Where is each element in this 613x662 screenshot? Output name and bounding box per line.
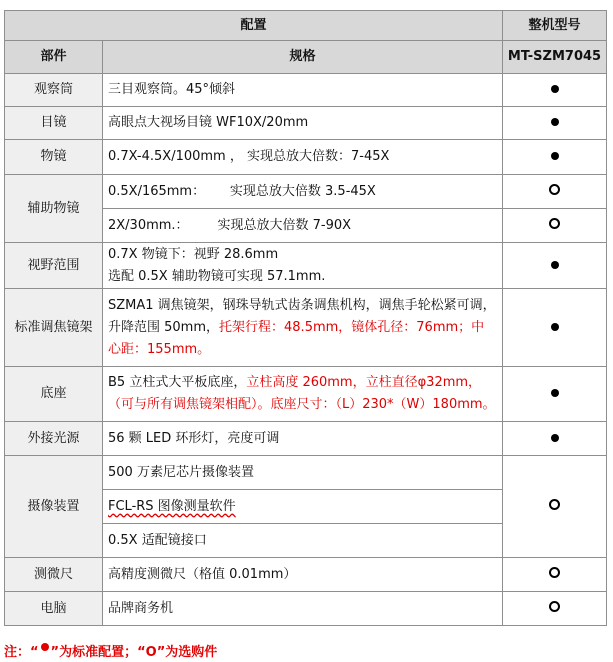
spec-text: B5 立柱式大平板底座， [108, 375, 247, 390]
spec-cell [103, 490, 503, 524]
table-row [5, 558, 607, 592]
spec-cell: 500 万素尼芯片摄像装置 [103, 456, 503, 490]
standard-dot-icon [551, 323, 559, 331]
spec-cell [103, 289, 503, 367]
table-row [5, 592, 607, 626]
part-cell: 视野范围 [5, 243, 103, 289]
part-cell: 辅助物镜 [5, 175, 103, 243]
spec-text: FCL-RS 图像测量软件 [108, 498, 236, 514]
optional-circle-icon [549, 499, 560, 510]
mark-cell [503, 140, 607, 175]
config-table [4, 10, 607, 626]
legend-note [4, 641, 217, 660]
model-title-header: 整机型号 [503, 11, 607, 41]
table-row [5, 289, 607, 367]
part-cell: 电脑 [5, 592, 103, 626]
part-cell: 测微尺 [5, 558, 103, 592]
table-row [5, 456, 607, 490]
standard-dot-icon [41, 643, 49, 651]
part-cell: 物镜 [5, 140, 103, 175]
spec-highlight: 托架行程：48.5mm，镜体孔径：76mm；中心距：155mm。 [108, 319, 485, 357]
table-row [5, 422, 607, 456]
mark-cell [503, 422, 607, 456]
mark-cell [503, 456, 607, 558]
optional-circle-icon [549, 218, 560, 229]
standard-dot-icon [551, 152, 559, 160]
table-row [5, 367, 607, 422]
spec-cell [103, 243, 503, 289]
spec-cell: 0.7X-4.5X/100mm ， 实现总放大倍数：7-45X [103, 140, 503, 175]
mark-cell [503, 209, 607, 243]
spec-cell: 56 颗 LED 环形灯，亮度可调 [103, 422, 503, 456]
standard-dot-icon [551, 261, 559, 269]
spec-cell: 2X/30mm.： 实现总放大倍数 7-90X [103, 209, 503, 243]
part-cell: 底座 [5, 367, 103, 422]
standard-dot-icon [551, 85, 559, 93]
note-prefix: 注：“ [4, 645, 39, 660]
table-row [5, 243, 607, 289]
part-cell: 摄像装置 [5, 456, 103, 558]
mark-cell [503, 367, 607, 422]
standard-dot-icon [551, 118, 559, 126]
part-cell: 标准调焦镜架 [5, 289, 103, 367]
optional-symbol: O [145, 645, 157, 660]
optional-circle-icon [549, 184, 560, 195]
optional-circle-icon [549, 601, 560, 612]
mark-cell [503, 592, 607, 626]
spec-text: SZMA1 调焦镜架，钢珠导轨式齿条调焦机构，调焦手轮松紧可调，升降范围 50mm， [108, 297, 496, 335]
note-suffix: ”为选购件 [156, 645, 218, 660]
table-row [5, 140, 607, 175]
table-row [5, 74, 607, 107]
part-cell: 外接光源 [5, 422, 103, 456]
part-cell: 目镜 [5, 107, 103, 140]
mark-cell [503, 175, 607, 209]
note-middle: ”为标准配置；“ [50, 645, 146, 660]
standard-dot-icon [551, 434, 559, 442]
spec-header: 规格 [103, 41, 503, 74]
standard-dot-icon [551, 389, 559, 397]
config-header: 配置 [5, 11, 503, 41]
mark-cell [503, 558, 607, 592]
mark-cell [503, 74, 607, 107]
spec-cell: 品牌商务机 [103, 592, 503, 626]
model-header: MT-SZM7045 [503, 41, 607, 74]
optional-circle-icon [549, 567, 560, 578]
spec-cell: 高眼点大视场目镜 WF10X/20mm [103, 107, 503, 140]
spec-cell: 0.5X 适配镜接口 [103, 524, 503, 558]
part-cell: 观察筒 [5, 74, 103, 107]
mark-cell [503, 243, 607, 289]
mark-cell [503, 107, 607, 140]
spec-line: 选配 0.5X 辅助物镜可实现 57.1mm. [108, 268, 326, 284]
spec-highlight: 立柱高度 260mm，立柱直径φ32mm，（可与所有调焦镜架相配）。底座尺寸：（L）230*（W）180mm。 [108, 375, 496, 412]
part-header: 部件 [5, 41, 103, 74]
spec-line: 0.7X 物镜下：视野 28.6mm [108, 246, 279, 262]
table-row [5, 175, 607, 209]
mark-cell [503, 289, 607, 367]
spec-cell: 0.5X/165mm： 实现总放大倍数 3.5-45X [103, 175, 503, 209]
spec-cell [103, 367, 503, 422]
table-row [5, 107, 607, 140]
spec-cell: 高精度测微尺（格值 0.01mm） [103, 558, 503, 592]
spec-cell: 三目观察筒。45°倾斜 [103, 74, 503, 107]
